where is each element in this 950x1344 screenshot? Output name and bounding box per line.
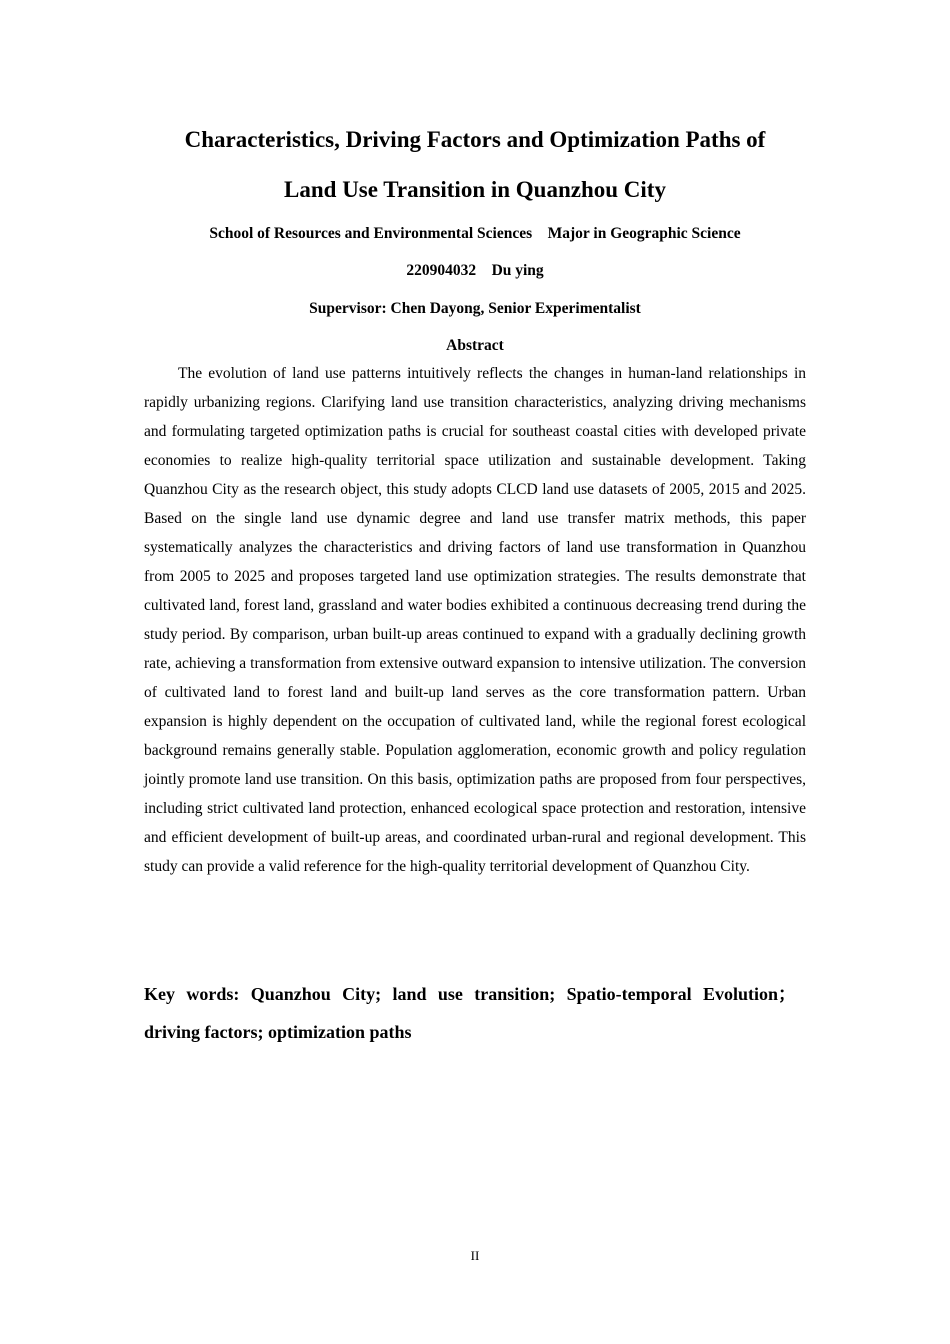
supervisor-line: Supervisor: Chen Dayong, Senior Experimentalist bbox=[309, 300, 641, 317]
school-major-line: School of Resources and Environmental Sciences Major in Geographic Science bbox=[209, 225, 741, 242]
paper-title-line-2: Land Use Transition in Quanzhou City bbox=[284, 177, 666, 202]
abstract-heading: Abstract bbox=[446, 337, 504, 354]
page-number: II bbox=[470, 1248, 480, 1263]
paper-title-line-1: Characteristics, Driving Factors and Optimization Paths of bbox=[184, 127, 766, 152]
keywords-paragraph: Key words: Quanzhou City; land use transition; Spatio-temporal Evolution；driving factors; optimization paths bbox=[144, 984, 796, 1042]
abstract-body: The evolution of land use patterns intuitively reflects the changes in human-land relationships in rapidly urbanizing regions. Clarifying land use transition characteristics, analyzing driving mechanisms and formulating targeted optimization paths is crucial for southeast coastal cities with developed private economies to realize high-quality territorial space utilization and sustainable development. Taking Quanzhou City as the research object, this study adopts CLCD land use datasets of 2005, 2015 and 2025. Based on the single land use dynamic degree and land use transfer matrix methods, this paper systematically analyzes the characteristics and driving factors of land use transformation in Quanzhou from 2005 to 2025 and proposes targeted land use optimization strategies. The results demonstrate that cultivated land, forest land, grassland and water bodies exhibited a continuous decreasing trend during the study period. By comparison, urban built-up areas continued to expand with a gradually declining growth rate, achieving a transformation from extensive outward expansion to intensive utilization. The conversion of cultivated land to forest land and built-up land serves as the core transformation pattern. Urban expansion is highly dependent on the occupation of cultivated land, while the regional forest ecological background remains generally stable. Population agglomeration, economic growth and policy regulation jointly promote land use transition. On this basis, optimization paths are proposed from four perspectives, including strict cultivated land protection, enhanced ecological space protection and restoration, intensive and efficient development of built-up areas, and coordinated urban-rural and regional development. This study can provide a valid reference for the high-quality territorial development of Quanzhou City. bbox=[144, 365, 806, 875]
student-id-name-line: 220904032 Du ying bbox=[406, 262, 544, 279]
